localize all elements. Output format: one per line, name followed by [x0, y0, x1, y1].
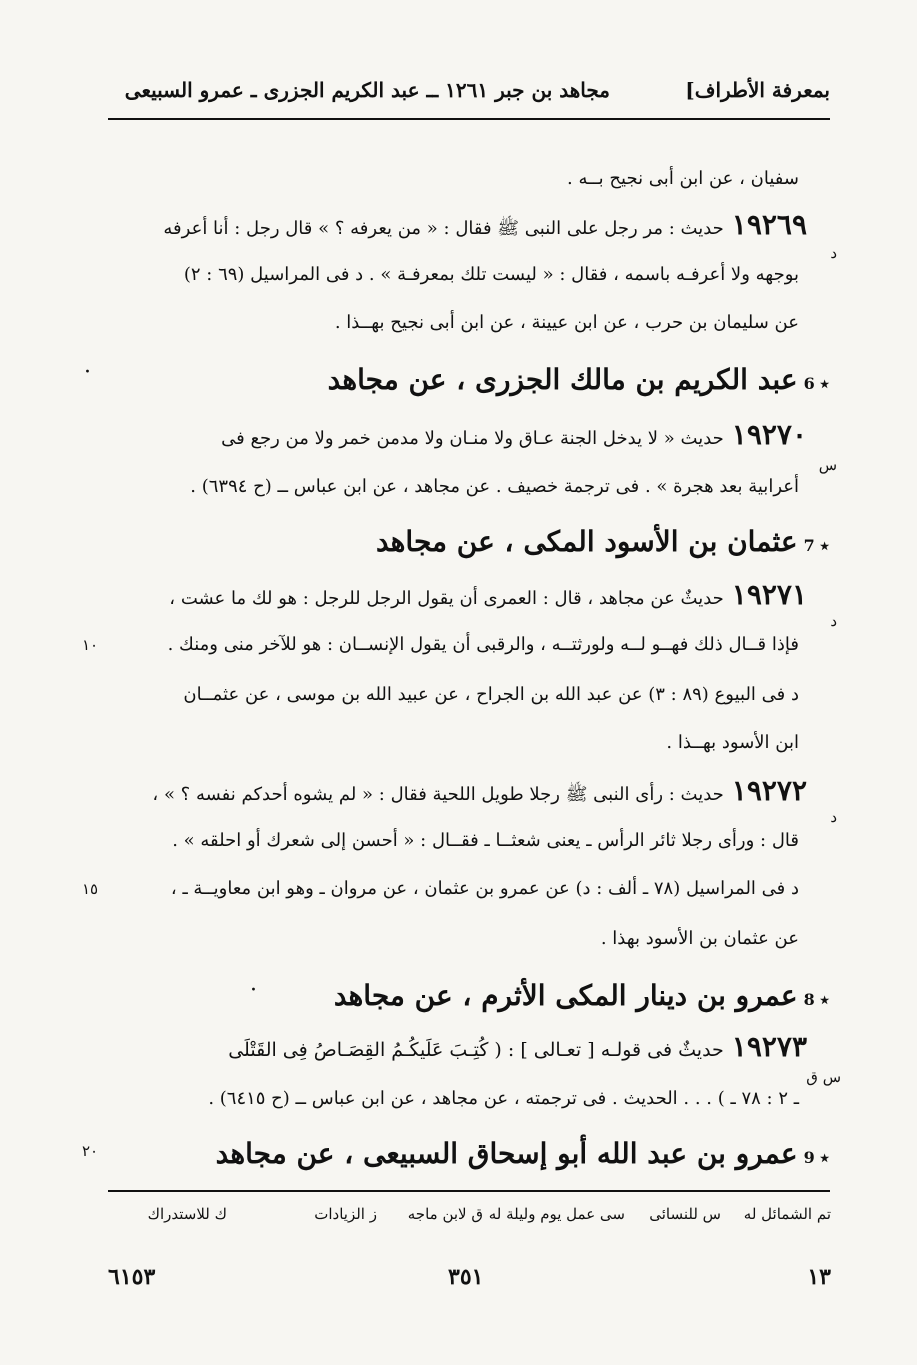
- section-heading-8: ٭ 8عمرو بن دينار المكى الأثرم ، عن مجاهد: [333, 979, 829, 1012]
- entry-19272-line4: عن عثمان بن الأسود بهذا .: [600, 928, 799, 949]
- section-marker: ٭ 6: [803, 374, 829, 393]
- line-number: ٢٠: [82, 1142, 99, 1160]
- entry-sigla: س: [818, 456, 837, 474]
- abbrev-nasai: س للنسائى: [649, 1205, 721, 1223]
- abbrev-amal-yawm: سى عمل يوم وليلة له: [488, 1205, 625, 1223]
- page-number: ٣٥١: [448, 1264, 484, 1290]
- line-number: ١٥: [82, 880, 99, 898]
- entry-sigla: د: [830, 808, 837, 826]
- entry-19269-line1: ١٩٢٦٩حديث : مر رجل على النبى ﷺ فقال : « من يعرفه ؟ » قال رجل : أنا أعرفه: [163, 208, 807, 241]
- text-line: سفيان ، عن ابن أبى نجيح بــه .: [567, 168, 799, 189]
- entry-19271-line4: ابن الأسود بهــذا .: [666, 732, 799, 753]
- header-rule: [108, 118, 830, 120]
- abbrev-shamail: تم الشمائل له: [743, 1205, 831, 1223]
- entry-19273-line1: ١٩٢٧٣حديثٌ فى قولـه [ تعـالى ] : ( كُتِـبَ عَلَيكُـمُ القِصَـاصُ فِى القَتْلَى: [228, 1030, 807, 1063]
- entry-19269-line3: عن سليمان بن حرب ، عن ابن عيينة ، عن ابن أبى نجيح بهــذا .: [334, 312, 799, 333]
- entry-number: ١٩٢٧٣: [731, 1030, 807, 1063]
- footer-rule: [108, 1190, 830, 1192]
- entry-19272-line1: ١٩٢٧٢حديث : رأى النبى ﷺ رجلا طويل اللحية فقال : « لم يشوه أحدكم نفسه ؟ » ،: [152, 774, 807, 807]
- abbrev-ziyadat: ز الزيادات: [314, 1205, 377, 1223]
- abbrev-istidrak: ك للاستدراك: [147, 1205, 227, 1223]
- entry-19269-line2: بوجهه ولا أعرفـه باسمه ، فقال : « ليست تلك بمعرفـة » . د فى المراسيل (٦٩ : ٢): [183, 264, 799, 285]
- entry-sigla: س ق: [806, 1068, 841, 1086]
- abbrev-ibn-majah: ق لابن ماجه: [407, 1205, 483, 1223]
- entry-19272-line2: قال : ورأى رجلا ثائر الرأس ـ يعنى شعثــا ـ فقــال : « أحسن إلى شعرك أو احلقه » .: [172, 830, 799, 851]
- line-number: ١٠: [82, 636, 99, 654]
- volume-number: ١٣: [807, 1264, 831, 1290]
- entry-number: ١٩٢٧٠: [731, 418, 807, 451]
- entry-sigla: د: [830, 244, 837, 262]
- section-heading-6: ٭ 6عبد الكريم بن مالك الجزرى ، عن مجاهد: [327, 363, 829, 396]
- entry-19270-line1: ١٩٢٧٠حديث « لا يدخل الجنة عـاق ولا منـان ولا مدمن خمر ولا من رجع فى: [221, 418, 807, 451]
- running-header: [108, 74, 830, 110]
- sequence-number: ٦١٥٣: [108, 1264, 156, 1290]
- header-book-title: بمعرفة الأطراف]: [685, 78, 830, 102]
- section-heading-9: ٭ 9عمرو بن عبد الله أبو إسحاق السبيعى ، عن مجاهد: [215, 1137, 829, 1170]
- entry-19271-line1: ١٩٢٧١حديثٌ عن مجاهد ، قال : العمرى أن يقول الرجل للرجل : هو لك ما عشت ،: [169, 578, 807, 611]
- stray-dot: ·: [250, 978, 257, 1003]
- entry-19273-line2: ـ ٢ : ٧٨ ـ ) . . . الحديث . فى ترجمته ، عن مجاهد ، عن ابن عباس ــ (ح ٦٤١٥) .: [208, 1088, 799, 1109]
- section-marker: ٭ 7: [803, 536, 829, 555]
- header-section-title: مجاهد بن جبر ١٢٦١ ــ عبد الكريم الجزرى ـ عمرو السبيعى: [124, 78, 610, 102]
- entry-19272-line3: د فى المراسيل (٧٨ ـ ألف : د) عن عمرو بن عثمان ، عن مروان ـ وهو ابن معاويــة ـ ،: [170, 878, 799, 899]
- section-marker: ٭ 8: [803, 990, 829, 1009]
- entry-sigla: د: [830, 612, 837, 630]
- section-marker: ٭ 9: [803, 1148, 829, 1167]
- section-heading-7: ٭ 7عثمان بن الأسود المكى ، عن مجاهد: [375, 525, 829, 558]
- entry-19271-line3: د فى البيوع (٨٩ : ٣) عن عبد الله بن الجراح ، عن عبيد الله بن موسى ، عن عثمــان: [183, 684, 799, 705]
- entry-number: ١٩٢٦٩: [731, 208, 807, 241]
- entry-number: ١٩٢٧١: [731, 578, 807, 611]
- margin-dot: ·: [84, 360, 91, 385]
- entry-19271-line2: فإذا قــال ذلك فهــو لــه ولورثتــه ، والرقبى أن يقول الإنســان : هو للآخر منى ومنك .: [167, 634, 799, 655]
- entry-number: ١٩٢٧٢: [731, 774, 807, 807]
- entry-19270-line2: أعرابية بعد هجرة » . فى ترجمة خصيف . عن مجاهد ، عن ابن عباس ــ (ح ٦٣٩٤) .: [190, 476, 799, 497]
